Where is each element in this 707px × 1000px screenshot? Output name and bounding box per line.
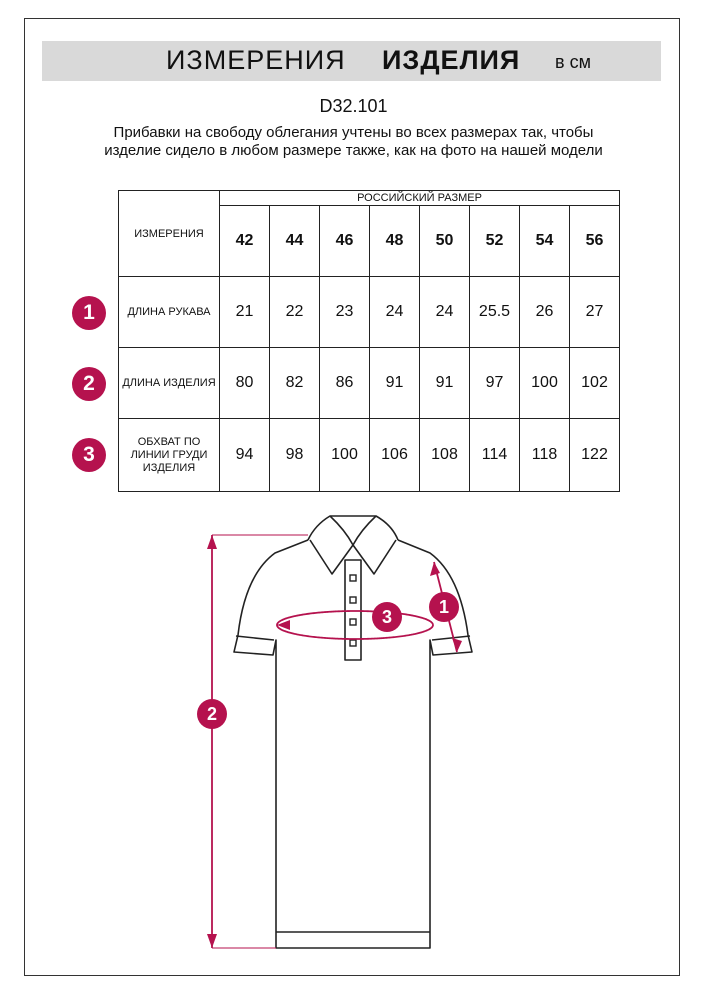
value-cell: 82 xyxy=(270,348,320,419)
collar xyxy=(308,516,398,540)
row-number-badge: 3 xyxy=(72,438,106,472)
size-cell: 48 xyxy=(370,206,420,277)
value-cell: 80 xyxy=(220,348,270,419)
marker-sleeve: 1 xyxy=(429,592,459,622)
value-cell: 24 xyxy=(370,277,420,348)
size-cell: 46 xyxy=(320,206,370,277)
value-cell: 122 xyxy=(570,419,620,492)
fit-note: Прибавки на свободу облегания учтены во всех размерах так, чтобы изделие сидело в любом размере также, как на фото на нашей модели xyxy=(104,124,603,159)
value-cell: 98 xyxy=(270,419,320,492)
row-label: ДЛИНА РУКАВА xyxy=(119,277,220,348)
value-cell: 91 xyxy=(420,348,470,419)
marker-length: 2 xyxy=(197,699,227,729)
product-code: D32.101 xyxy=(319,96,388,116)
size-cell: 44 xyxy=(270,206,320,277)
value-cell: 114 xyxy=(470,419,520,492)
value-cell: 23 xyxy=(320,277,370,348)
value-cell: 21 xyxy=(220,277,270,348)
marker-chest: 3 xyxy=(372,602,402,632)
title-product: ИЗДЕЛИЯ xyxy=(382,45,521,75)
size-header: РОССИЙСКИЙ РАЗМЕР xyxy=(220,191,620,206)
value-cell: 100 xyxy=(320,419,370,492)
value-cell: 106 xyxy=(370,419,420,492)
value-cell: 25.5 xyxy=(470,277,520,348)
row-number-badge: 1 xyxy=(72,296,106,330)
size-cell: 54 xyxy=(520,206,570,277)
row-label: ДЛИНА ИЗДЕЛИЯ xyxy=(119,348,220,419)
size-cell: 42 xyxy=(220,206,270,277)
value-cell: 86 xyxy=(320,348,370,419)
value-cell: 91 xyxy=(370,348,420,419)
value-cell: 27 xyxy=(570,277,620,348)
value-cell: 102 xyxy=(570,348,620,419)
title-measurements: ИЗМЕРЕНИЯ xyxy=(166,45,346,75)
size-cell: 52 xyxy=(470,206,520,277)
row-label: ОБХВАТ ПО ЛИНИИ ГРУДИ ИЗДЕЛИЯ xyxy=(119,419,220,492)
value-cell: 26 xyxy=(520,277,570,348)
value-cell: 100 xyxy=(520,348,570,419)
size-cell: 50 xyxy=(420,206,470,277)
value-cell: 97 xyxy=(470,348,520,419)
title-unit: в см xyxy=(555,52,591,72)
size-cell: 56 xyxy=(570,206,620,277)
value-cell: 24 xyxy=(420,277,470,348)
value-cell: 108 xyxy=(420,419,470,492)
measure-header: ИЗМЕРЕНИЯ xyxy=(119,191,220,277)
value-cell: 94 xyxy=(220,419,270,492)
value-cell: 22 xyxy=(270,277,320,348)
value-cell: 118 xyxy=(520,419,570,492)
row-number-badge: 2 xyxy=(72,367,106,401)
